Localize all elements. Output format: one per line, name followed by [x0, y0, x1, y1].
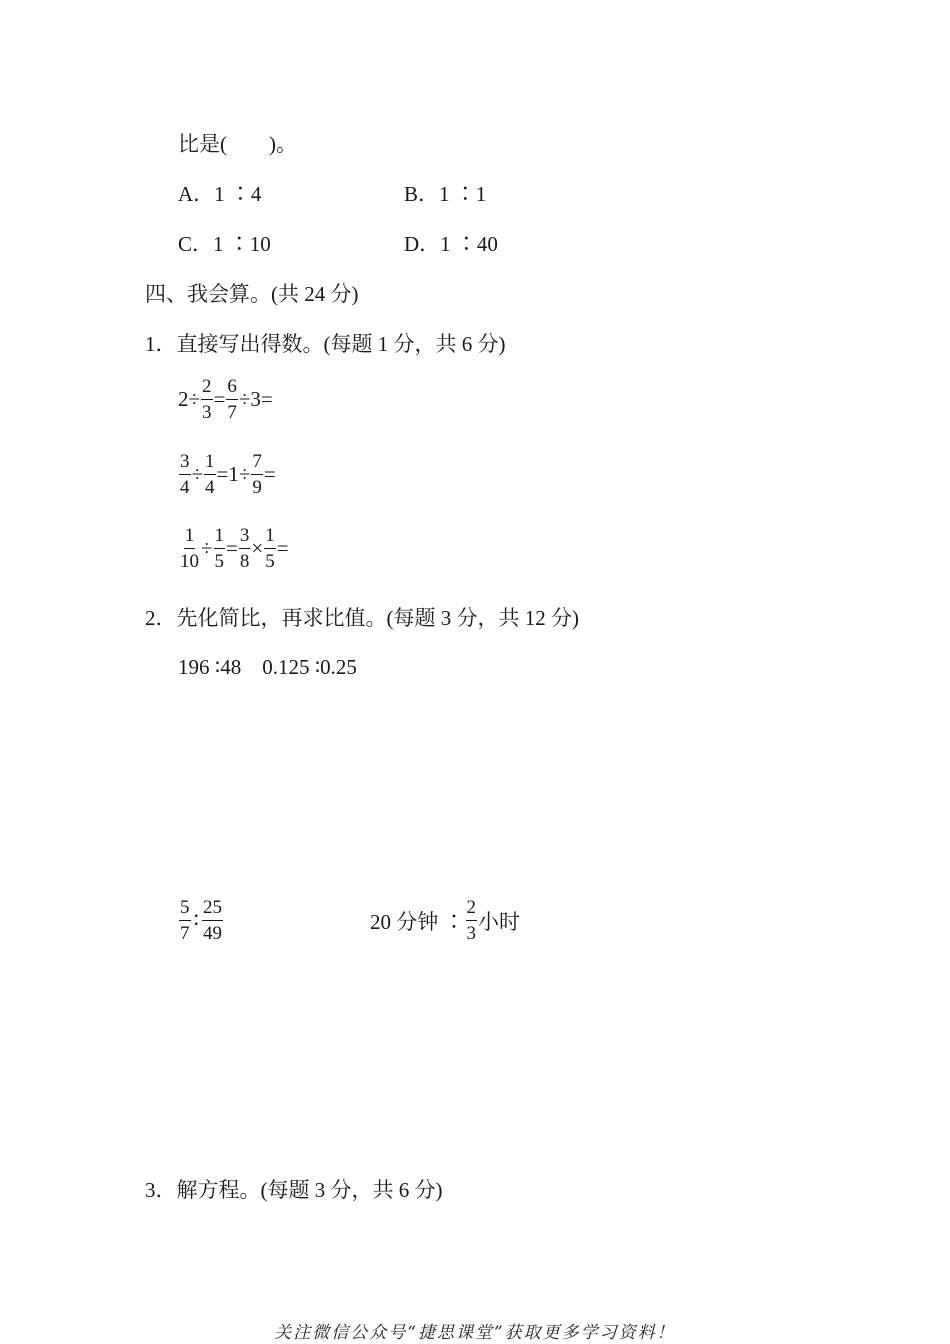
calc-row-1 — [178, 377, 273, 422]
calc-text: ÷3= — [238, 387, 273, 411]
calc-text: 20 分钟 ∶ — [370, 909, 465, 934]
option-c: C．1 ∶10 — [178, 232, 271, 256]
fraction: $\frac{1}{5}$ — [265, 525, 275, 572]
question-1-title: 1．直接写出得数。(每题 1 分，共 6 分) — [145, 332, 506, 356]
section-heading: 四、我会算。(共 24 分) — [145, 282, 359, 306]
calc-text: 2÷ — [178, 387, 201, 411]
calc-text: = — [213, 387, 226, 411]
fraction: $\frac{7}{9}$ — [252, 451, 262, 498]
calc-text: =1÷ — [216, 462, 251, 486]
fraction: $\frac{5}{7}$ — [180, 897, 190, 944]
option-a: A．1 ∶4 — [178, 182, 262, 206]
calc-row-3 — [178, 526, 289, 571]
calc-text: ÷ — [191, 462, 204, 486]
ratio-problem-3 — [178, 898, 224, 943]
ratio-sign: ∶ — [193, 908, 199, 932]
fraction: $\frac{1}{5}$ — [214, 525, 225, 572]
ratio-problems: 196 ∶48 0.125 ∶0.25 — [178, 655, 357, 679]
fraction: $\frac{1}{4}$ — [205, 451, 215, 498]
fraction: $\frac{1}{10}$ — [180, 525, 199, 572]
fraction: $\frac{25}{49}$ — [202, 897, 222, 944]
footer-note: 关注微信公众号“捷思课堂”获取更多学习资料！ — [274, 1323, 676, 1343]
question-continuation: 比是( )。 — [178, 132, 297, 156]
question-2-title: 2．先化简比，再求比值。(每题 3 分，共 12 分) — [145, 606, 579, 630]
fraction: $\frac{3}{8}$ — [239, 525, 250, 572]
fraction: $\frac{6}{7}$ — [227, 376, 237, 423]
fraction: $\frac{2}{3}$ — [466, 897, 476, 944]
question-3-title: 3．解方程。(每题 3 分，共 6 分) — [145, 1178, 443, 1202]
calc-text: = — [226, 536, 238, 560]
calc-text: 小时 — [478, 909, 520, 934]
option-d: D．1 ∶40 — [404, 232, 498, 256]
calc-text: × — [251, 536, 264, 560]
fraction: $\frac{3}{4}$ — [180, 451, 190, 498]
ratio-problem-4 — [370, 898, 520, 943]
calc-text: = — [263, 462, 276, 486]
calc-text: = — [276, 536, 289, 560]
option-b: B．1 ∶1 — [404, 182, 487, 206]
fraction: $\frac{2}{3}$ — [202, 376, 212, 423]
calc-text: ÷ — [201, 536, 213, 560]
calc-row-2 — [178, 452, 276, 497]
